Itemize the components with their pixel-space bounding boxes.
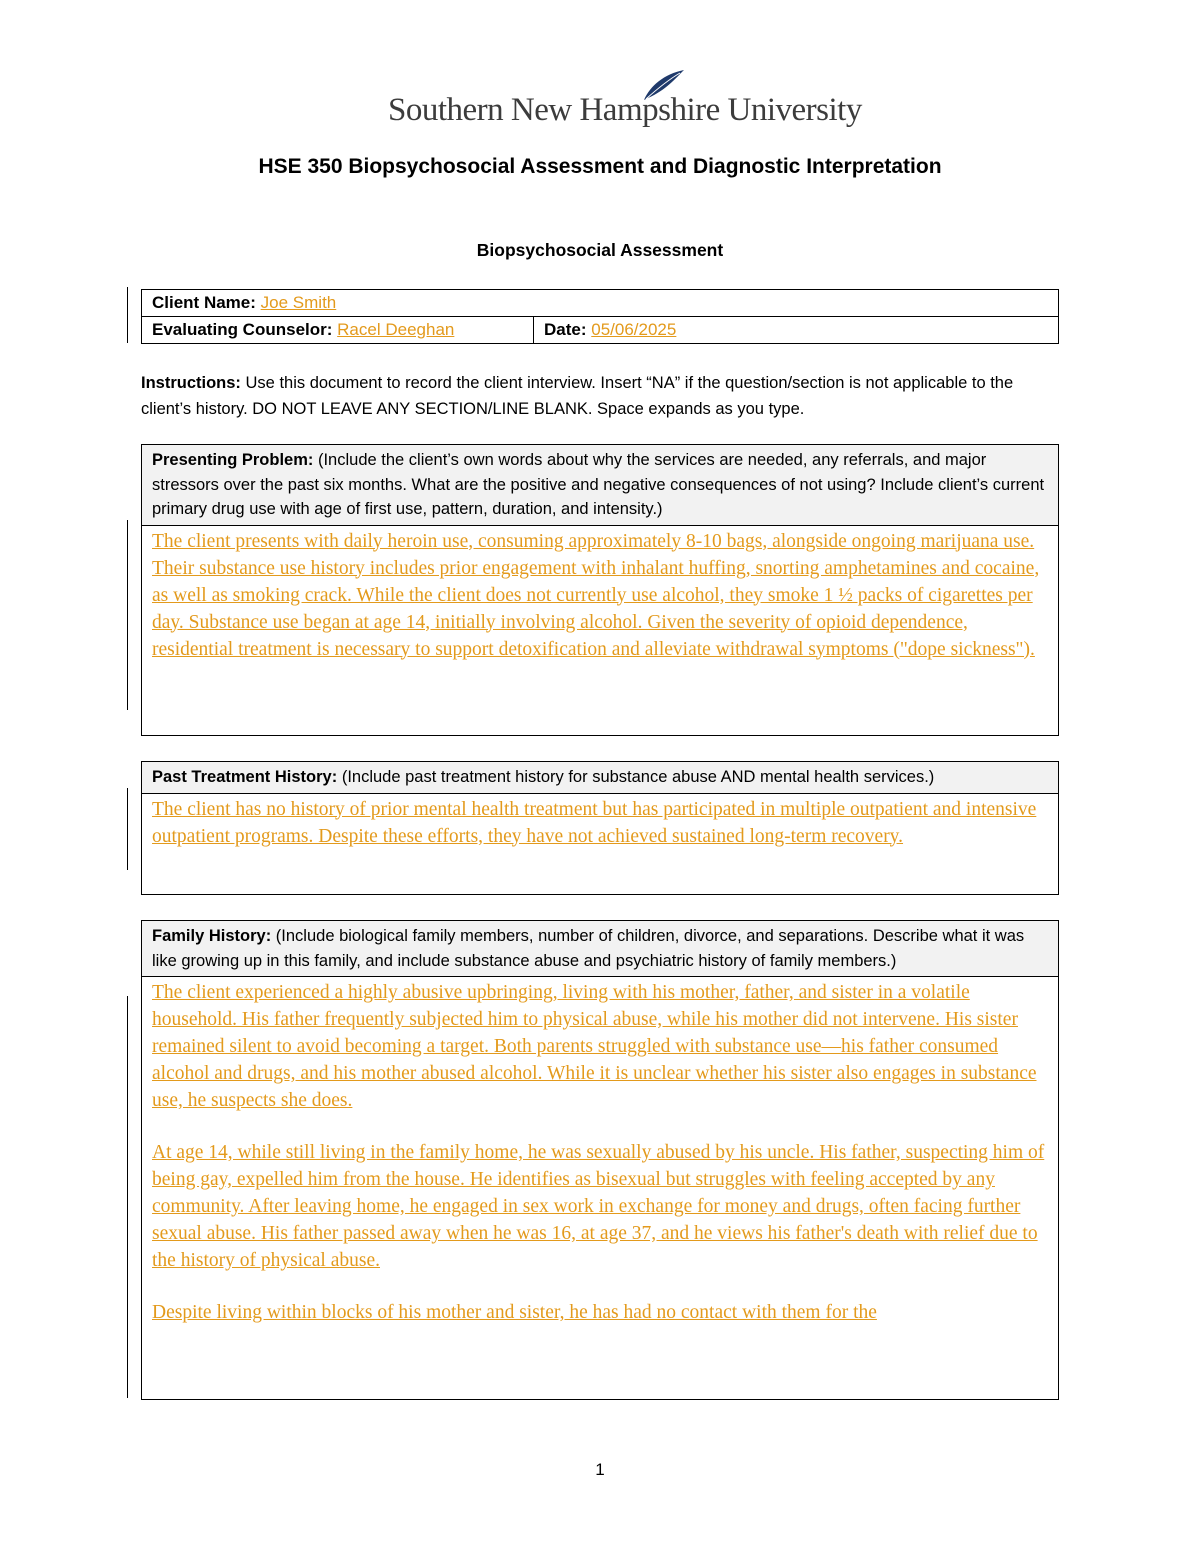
client-name-label: Client Name: [152, 293, 256, 312]
past-treatment-response[interactable] [142, 794, 1058, 850]
date-label: Date: [544, 320, 587, 339]
presenting-problem-header [142, 445, 1058, 526]
family-history-response[interactable] [142, 977, 1058, 1326]
presenting-problem-section [141, 444, 1059, 736]
client-name-field[interactable]: Joe Smith [260, 293, 337, 312]
presenting-problem-label: Presenting Problem: [152, 451, 314, 469]
university-logo [388, 68, 862, 136]
instructions-text: Use this document to record the client interview. Insert “NA” if the question/section is not applicable to the client’s history. DO NOT LEAVE ANY SECTION/LINE BLANK. Space expands as you type. [141, 374, 1014, 418]
past-treatment-section [141, 761, 1059, 895]
instructions [141, 370, 1041, 422]
client-name-row [142, 290, 1058, 317]
leaf-icon [640, 68, 686, 102]
response-paragraph: The client presents with daily heroin use, consuming approximately 8-10 bags, alongside ongoing marijuana use. Their substance use history includes prior engagement with inhalant huffing, snorting amphetamines and cocaine, as well as smoking crack. While the client does not currently use alcohol, they smoke 1 ½ packs of cigarettes per day. Substance use began at age 14, initially involving alcohol. Given the severity of opioid dependence, residential treatment is necessary to support detoxification and alleviate withdrawal symptoms ("dope sickness"). [152, 530, 1040, 660]
presenting-problem-prompt: (Include the client’s own words about why the services are needed, any referrals, and major stressors over the past six months. What are the positive and negative consequences of not using? Include client’s current primary drug use with age of first use, pattern, duration, and intensity.) [152, 451, 1045, 518]
revision-bar [127, 788, 128, 870]
document-title: HSE 350 Biopsychosocial Assessment and Diagnostic Interpretation [258, 155, 942, 178]
family-history-header [142, 921, 1058, 977]
past-treatment-prompt: (Include past treatment history for substance abuse AND mental health services.) [341, 768, 935, 786]
revision-bar [127, 520, 128, 710]
counselor-field[interactable]: Racel Deeghan [337, 320, 455, 339]
family-history-section [141, 920, 1059, 1400]
past-treatment-header [142, 762, 1058, 794]
family-history-prompt: (Include biological family members, number of children, divorce, and separations. Describe what it was like growing up in this family, and include substance abuse and psychiatric history of family members.) [152, 927, 1025, 970]
family-history-label: Family History: [152, 927, 272, 945]
instructions-label: Instructions: [141, 374, 241, 392]
revision-bar [127, 287, 128, 343]
response-paragraph: At age 14, while still living in the family home, he was sexually abused by his uncle. His father, suspecting him of being gay, expelled him from the house. He identifies as bisexual but struggles with feeling accepted by any community. After leaving home, he engaged in sex work in exchange for money and drugs, often facing further sexual abuse. His father passed away when he was 16, at age 37, and he views his father's death with relief due to the history of physical abuse. [152, 1142, 1045, 1271]
date-field[interactable]: 05/06/2025 [591, 320, 677, 339]
presenting-problem-response[interactable] [142, 526, 1058, 663]
past-treatment-label: Past Treatment History: [152, 768, 338, 786]
counselor-label: Evaluating Counselor: [152, 320, 333, 339]
client-info-table [141, 289, 1059, 344]
university-wordmark: Southern New Hampshire University [388, 92, 862, 128]
revision-bar [127, 996, 128, 1398]
page-number: 1 [595, 1460, 605, 1479]
document-subtitle: Biopsychosocial Assessment [476, 240, 724, 260]
response-paragraph: The client has no history of prior mental health treatment but has participated in multiple outpatient and intensive outpatient programs. Despite these efforts, they have not achieved sustained long-term recovery. [152, 798, 1037, 847]
response-paragraph: The client experienced a highly abusive upbringing, living with his mother, father, and sister in a volatile household. His father frequently subjected him to physical abuse, while his mother did not intervene. His sister remained silent to avoid becoming a target. Both parents struggled with substance use—his father consumed alcohol and drugs, and his mother abused alcohol. While it is unclear whether his sister also engages in substance use, he suspects she does. [152, 982, 1037, 1111]
counselor-date-row [142, 317, 1058, 343]
response-paragraph: Despite living within blocks of his mother and sister, he has had no contact with them for the [152, 1302, 877, 1323]
